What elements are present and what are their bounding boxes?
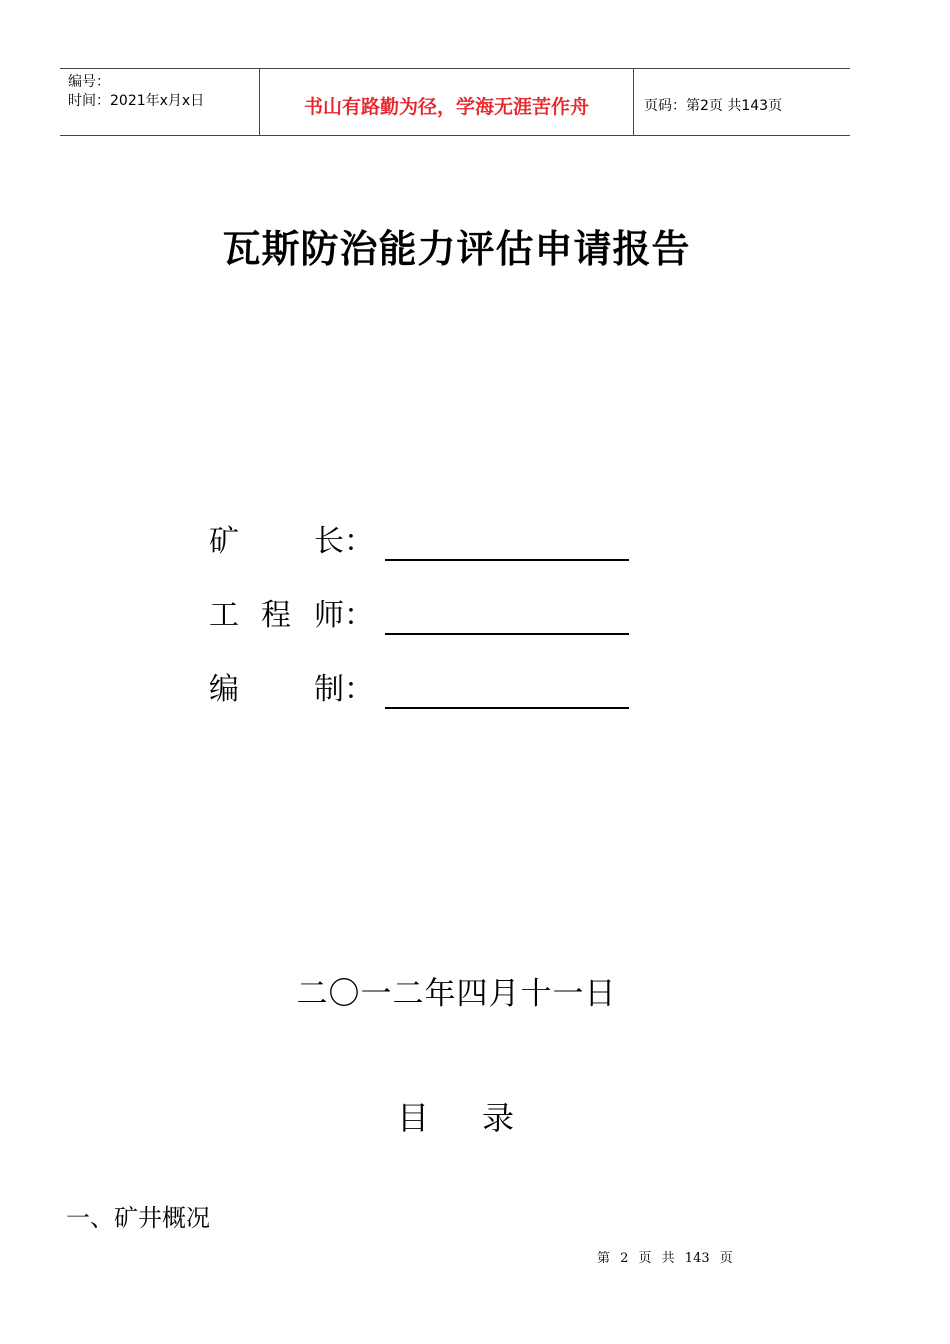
header-time-label: 时间：2021年x月x日 bbox=[68, 93, 205, 109]
signature-label bbox=[209, 670, 384, 710]
signature-label-char: 编 bbox=[209, 672, 239, 707]
signature-label-char: 制： bbox=[314, 672, 374, 707]
toc-title-char: 目 bbox=[397, 1099, 430, 1137]
document-date: 二〇一二年四月十一日 bbox=[296, 976, 617, 1012]
signature-label bbox=[209, 522, 384, 562]
toc-item: 一、矿井概况 bbox=[66, 1204, 210, 1232]
header-motto: 书山有路勤为径，学海无涯苦作舟 bbox=[260, 69, 634, 135]
signature-label-char: 工 bbox=[209, 598, 239, 633]
toc-title-char: 录 bbox=[482, 1099, 515, 1137]
document-title: 瓦斯防治能力评估申请报告 bbox=[222, 227, 691, 271]
header-number-label: 编号： bbox=[68, 74, 110, 90]
header-page-info: 页码：第2页 共143页 bbox=[644, 98, 783, 114]
signature-label-char: 程 bbox=[261, 598, 291, 633]
signature-blank-line bbox=[385, 559, 629, 561]
signature-label-char: 师： bbox=[314, 598, 374, 633]
header-meta bbox=[60, 69, 260, 135]
signature-blank-line bbox=[385, 707, 629, 709]
signature-label-char: 长： bbox=[314, 524, 374, 559]
signature-blank-line bbox=[385, 633, 629, 635]
signature-label bbox=[209, 596, 384, 636]
signature-label-char: 矿 bbox=[209, 524, 239, 559]
page-footer: 第 2 页 共 143 页 bbox=[597, 1251, 733, 1266]
page-header bbox=[60, 68, 850, 136]
